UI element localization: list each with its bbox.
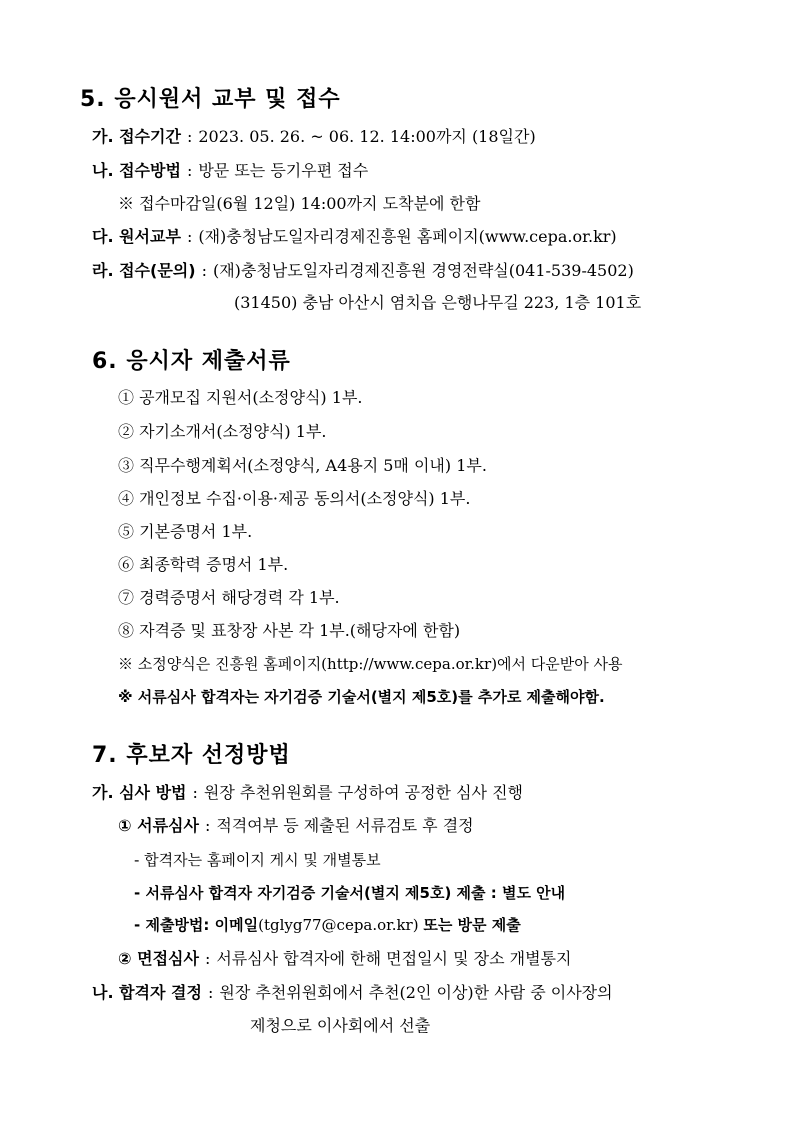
section-7-title: 7. 후보자 선정방법 — [92, 743, 291, 768]
s6-item-1: ① 공개모집 지원서(소정양식) 1부. — [118, 388, 363, 407]
s5-item-d: 라. 접수(문의) : (재)충청남도일자리경제진흥원 경영전략실(041-539-4502) — [92, 261, 634, 280]
s6-item-8: ⑧ 자격증 및 표창장 사본 각 1부.(해당자에 한함) — [118, 621, 461, 640]
s6-note-2: ※ 서류심사 합격자는 자기검증 기술서(별지 제5호)를 추가로 제출해야함. — [118, 688, 605, 706]
s7-b-continued: 제청으로 이사회에서 선출 — [250, 1016, 431, 1035]
s7-sub-3 — [134, 914, 521, 936]
s7-sub-1: - 합격자는 홈페이지 게시 및 개별통보 — [134, 851, 381, 869]
s7-sub3-email: (tglyg77@cepa.or.kr) — [258, 916, 419, 934]
s5-a-value: 2023. 05. 26. ~ 06. 12. 14:00까지 (18일간) — [198, 127, 536, 146]
s6-item-7: ⑦ 경력증명서 해당경력 각 1부. — [118, 588, 340, 607]
s7-a-value: 원장 추천위원회를 구성하여 공정한 심사 진행 — [203, 783, 523, 802]
s6-item-5: ⑤ 기본증명서 1부. — [118, 522, 253, 541]
s5-item-b: 나. 접수방법 : 방문 또는 등기우편 접수 — [92, 161, 369, 180]
s5-b-value: 방문 또는 등기우편 접수 — [198, 161, 369, 180]
s5-item-c: 다. 원서교부 : (재)충청남도일자리경제진흥원 홈페이지(www.cepa.or.kr) — [92, 227, 617, 246]
s7-b-label: 나. 합격자 결정 — [92, 983, 202, 1002]
s5-note: ※ 접수마감일(6월 12일) 14:00까지 도착분에 한함 — [118, 194, 481, 213]
s6-item-6: ⑥ 최종학력 증명서 1부. — [118, 555, 289, 574]
s6-item-2: ② 자기소개서(소정양식) 1부. — [118, 422, 327, 441]
s6-item-4: ④ 개인정보 수집·이용·제공 동의서(소정양식) 1부. — [118, 489, 471, 508]
s7-sub-2: - 서류심사 합격자 자기검증 기술서(별지 제5호) 제출 : 별도 안내 — [134, 884, 566, 902]
section-6-title: 6. 응시자 제출서류 — [92, 349, 291, 374]
s7-sub3-tail: 또는 방문 제출 — [423, 916, 521, 934]
s5-d-label: 라. 접수(문의) — [92, 261, 196, 280]
s7-doc-value: 적격여부 등 제출된 서류검토 후 결정 — [216, 816, 474, 835]
s7-a-label: 가. 심사 방법 — [92, 783, 187, 802]
s7-document-review: ① 서류심사 : 적격여부 등 제출된 서류검토 후 결정 — [118, 816, 474, 835]
s5-c-label: 다. 원서교부 — [92, 227, 181, 246]
s7-item-b: 나. 합격자 결정 : 원장 추천위원회에서 추천(2인 이상)한 사람 중 이사장의 — [92, 983, 613, 1002]
s7-doc-label: ① 서류심사 — [118, 816, 199, 835]
s5-a-label: 가. 접수기간 — [92, 127, 181, 146]
section-5-title: 5. 응시원서 교부 및 접수 — [80, 87, 341, 112]
s7-interview-label: ② 면접심사 — [118, 949, 199, 968]
s5-item-a: 가. 접수기간 : 2023. 05. 26. ~ 06. 12. 14:00까지 (18일간) — [92, 127, 536, 146]
s7-interview-value: 서류심사 합격자에 한해 면접일시 및 장소 개별통지 — [216, 949, 572, 968]
s6-item-3: ③ 직무수행계획서(소정양식, A4용지 5매 이내) 1부. — [118, 456, 487, 475]
s7-interview: ② 면접심사 : 서류심사 합격자에 한해 면접일시 및 장소 개별통지 — [118, 949, 572, 968]
s6-note-1: ※ 소정양식은 진흥원 홈페이지(http://www.cepa.or.kr)에서 다운받아 사용 — [118, 655, 623, 673]
s7-sub3-label: - 제출방법: 이메일 — [134, 916, 259, 934]
s7-b-value: 원장 추천위원회에서 추천(2인 이상)한 사람 중 이사장의 — [219, 983, 613, 1002]
s7-item-a: 가. 심사 방법 : 원장 추천위원회를 구성하여 공정한 심사 진행 — [92, 783, 523, 802]
s5-b-label: 나. 접수방법 — [92, 161, 181, 180]
s5-d-value: (재)충청남도일자리경제진흥원 경영전략실(041-539-4502) — [212, 261, 634, 280]
s5-d-address: (31450) 충남 아산시 염치읍 은행나무길 223, 1층 101호 — [234, 293, 642, 312]
s5-c-value: (재)충청남도일자리경제진흥원 홈페이지(www.cepa.or.kr) — [198, 227, 617, 246]
